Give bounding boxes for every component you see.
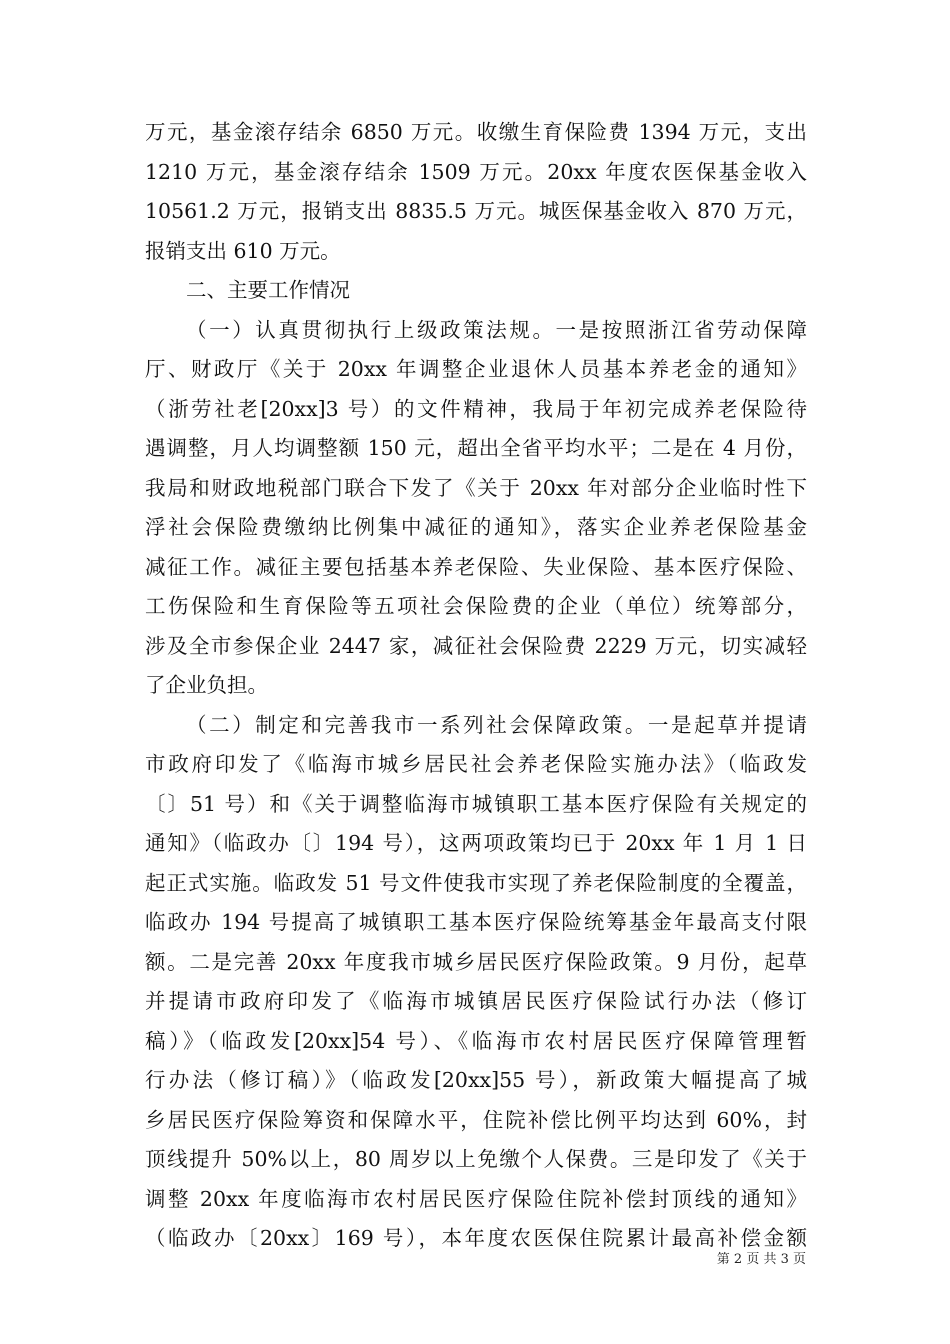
text-line: （浙劳社老[20xx]3 号）的文件精神，我局于年初完成养老保险待 xyxy=(145,396,807,421)
text-line: 临政办 194 号提高了城镇职工基本医疗保险统筹基金年最高支付限 xyxy=(145,910,807,934)
text-line: 调整 20xx 年度临海市农村居民医疗保险住院补偿封顶线的通知》 xyxy=(145,1186,807,1211)
text-line: 〔〕51 号）和《关于调整临海市城镇职工基本医疗保险有关规定的 xyxy=(145,791,807,816)
text-line: 顶线提升 50%以上，80 周岁以上免缴个人保费。三是印发了《关于 xyxy=(145,1147,807,1171)
text-line: 市政府印发了《临海市城乡居民社会养老保险实施办法》（临政发 xyxy=(145,752,807,776)
text-line: （一）认真贯彻执行上级政策法规。一是按照浙江省劳动保障 xyxy=(186,317,807,342)
text-line: 行办法（修订稿）》（临政发[20xx]55 号），新政策大幅提高了城 xyxy=(145,1068,807,1092)
text-line: 并提请市政府印发了《临海市城镇居民医疗保险试行办法（修订 xyxy=(145,989,807,1013)
text-line: 10561.2 万元，报销支出 8835.5 万元。城医保基金收入 870 万元， xyxy=(145,199,807,223)
text-line: 厅、财政厅《关于 20xx 年调整企业退休人员基本养老金的通知》 xyxy=(145,357,807,381)
text-line: 1210 万元，基金滚存结余 1509 万元。20xx 年度农医保基金收入 xyxy=(145,159,807,184)
text-line: （临政办〔20xx〕169 号），本年度农医保住院累计最高补偿金额 xyxy=(145,1226,807,1250)
page-number: 第 2 页 共 3 页 xyxy=(716,1252,806,1267)
section-heading: 二、主要工作情况 xyxy=(186,278,350,302)
text-line: 浮社会保险费缴纳比例集中减征的通知》，落实企业养老保险基金 xyxy=(145,515,807,539)
text-line: 我局和财政地税部门联合下发了《关于 20xx 年对部分企业临时性下 xyxy=(145,475,807,500)
text-line: 了企业负担。 xyxy=(145,673,268,697)
text-line: 减征工作。减征主要包括基本养老保险、失业保险、基本医疗保险、 xyxy=(145,554,807,579)
text-line: 乡居民医疗保险筹资和保障水平，住院补偿比例平均达到 60%，封 xyxy=(145,1107,807,1132)
text-line: 稿）》（临政发[20xx]54 号）、《临海市农村居民医疗保障管理暂 xyxy=(145,1028,807,1053)
text-line: 通知》（临政办〔〕194 号），这两项政策均已于 20xx 年 1 月 1 日 xyxy=(145,831,807,855)
page-footer xyxy=(0,1250,950,1274)
text-line: 额。二是完善 20xx 年度我市城乡居民医疗保险政策。9 月份，起草 xyxy=(145,949,807,974)
text-line: 报销支出 610 万元。 xyxy=(145,238,341,263)
document-body xyxy=(145,113,807,1259)
text-line: 万元，基金滚存结余 6850 万元。收缴生育保险费 1394 万元，支出 xyxy=(145,120,807,144)
text-line: 遇调整，月人均调整额 150 元，超出全省平均水平；二是在 4 月份， xyxy=(145,436,807,460)
text-line: （二）制定和完善我市一系列社会保障政策。一是起草并提请 xyxy=(186,712,807,737)
text-line: 起正式实施。临政发 51 号文件使我市实现了养老保险制度的全覆盖， xyxy=(145,870,807,895)
text-line: 工伤保险和生育保险等五项社会保险费的企业（单位）统筹部分， xyxy=(145,594,807,618)
text-line: 涉及全市参保企业 2447 家，减征社会保险费 2229 万元，切实减轻 xyxy=(145,633,807,658)
